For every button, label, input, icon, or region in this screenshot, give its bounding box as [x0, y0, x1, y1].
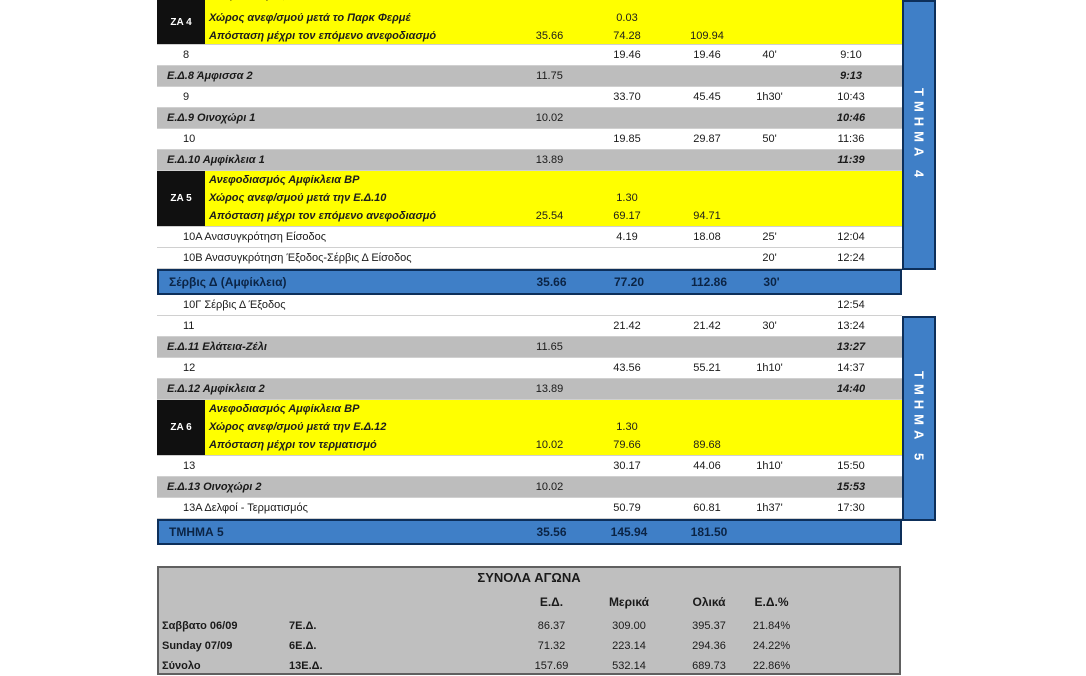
stage-label: Ε.Δ.8 Άμφισσα 2 [167, 70, 253, 82]
tc-total: 60.81 [693, 502, 721, 514]
section-4-band [902, 0, 936, 270]
totals-day: Σαββατο 06/09 [162, 620, 238, 632]
stage-label: Ε.Δ.13 Οινοχώρι 2 [167, 481, 262, 493]
totals-row [159, 616, 899, 636]
tc-time: 30' [762, 320, 777, 332]
stage-row [157, 150, 902, 171]
tc-label: 13 [183, 460, 196, 472]
tc-time: 50' [762, 133, 777, 145]
zone-total: 94.71 [693, 210, 721, 222]
tc-clock: 12:54 [837, 299, 865, 311]
totals-partial: 223.14 [612, 640, 646, 652]
tc-partial: 21.42 [613, 320, 641, 332]
totals-header-row [159, 592, 899, 612]
table-row [157, 87, 902, 108]
header-pct: Ε.Δ.% [754, 595, 789, 609]
totals-pct: 22.86% [752, 660, 791, 672]
tc-label: 13Α Δελφοί - Τερματισμός [183, 502, 308, 514]
zone-location: Χώρος ανεφ/σμού μετά την Ε.Δ.12 [209, 421, 387, 433]
zone-ed: 10.02 [535, 439, 564, 451]
totals-ed: 157.69 [534, 660, 569, 672]
totals-partial: 309.00 [612, 620, 646, 632]
tc-clock: 14:37 [837, 362, 865, 374]
service-ed: 35.66 [536, 275, 567, 289]
totals-total: 294.36 [692, 640, 726, 652]
table-row [157, 316, 902, 337]
totals-count: 6Ε.Δ. [289, 640, 317, 652]
zone-total: 89.68 [693, 439, 721, 451]
refuel-zone-za4 [157, 0, 902, 45]
table-row [157, 358, 902, 379]
section-5-label: ΤΜΗΜΑ 5 [911, 371, 927, 466]
zone-ed: 25.54 [535, 210, 564, 222]
section-5-band [902, 316, 936, 521]
stage-ed: 10.02 [535, 481, 564, 493]
tc-partial: 43.56 [613, 362, 641, 374]
tc-total: 29.87 [693, 133, 721, 145]
table-row [157, 129, 902, 150]
tc-label: 11 [183, 320, 195, 332]
zone-ed: 35.66 [535, 30, 564, 42]
service-row [157, 269, 902, 295]
zone-code: ZA 5 [157, 171, 205, 226]
tc-label: 10Β Ανασυγκρότηση Έξοδος-Σέρβις Δ Είσοδος [183, 252, 412, 264]
stage-clock: 13:27 [836, 341, 866, 353]
totals-day: Sunday 07/09 [162, 640, 233, 652]
zone-code: ZA 6 [157, 400, 205, 455]
stage-label: Ε.Δ.12 Αμφίκλεια 2 [167, 383, 265, 395]
zone-partial: 74.28 [613, 30, 641, 42]
totals-pct: 24.22% [752, 640, 791, 652]
stage-ed: 13.89 [535, 154, 564, 166]
zone-title: Ανεφοδιασμός Αμφίκλεια ΒΡ [209, 403, 360, 415]
table-row [157, 45, 902, 66]
table-row [157, 498, 902, 519]
tc-time: 1h30' [756, 91, 783, 103]
section-4-label: ΤΜΗΜΑ 4 [911, 87, 927, 183]
zone-location: Χώρος ανεφ/σμού μετά την Ε.Δ.10 [209, 192, 387, 204]
stage-ed: 13.89 [535, 383, 564, 395]
stage-clock: 10:46 [836, 112, 866, 124]
rally-totals-table [157, 566, 901, 675]
tc-label: 12 [183, 362, 196, 374]
header-ed: Ε.Δ. [539, 595, 564, 609]
stage-ed: 10.02 [535, 112, 564, 124]
tc-label: 10 [183, 133, 196, 145]
tc-partial: 30.17 [613, 460, 641, 472]
tc-clock: 10:43 [837, 91, 865, 103]
header-total: Ολικά [692, 595, 726, 609]
tc-total: 19.46 [693, 49, 721, 61]
stage-label: Ε.Δ.9 Οινοχώρι 1 [167, 112, 256, 124]
tc-time: 20' [762, 252, 777, 264]
totals-row [159, 636, 899, 656]
stage-clock: 11:39 [837, 154, 865, 166]
totals-partial: 532.14 [612, 660, 646, 672]
refuel-zone-za6 [157, 400, 902, 456]
tc-label: 8 [183, 49, 190, 61]
zone-location: Χώρος ανεφ/σμού μετά το Παρκ Φερμέ [209, 12, 411, 24]
tc-clock: 9:10 [840, 49, 862, 61]
service-total: 112.86 [690, 275, 728, 289]
tc-partial: 4.19 [616, 231, 638, 243]
tc-time: 25' [762, 231, 777, 243]
tc-label: 10Γ Σέρβις Δ Έξοδος [183, 299, 286, 311]
tc-total: 18.08 [693, 231, 721, 243]
service-label: Σέρβις Δ (Αμφίκλεια) [169, 275, 287, 289]
zone-partial: 1.30 [616, 421, 638, 433]
zone-partial: 69.17 [613, 210, 641, 222]
tc-label: 9 [183, 91, 190, 103]
section-total: 181.50 [690, 525, 728, 539]
tc-clock: 12:04 [837, 231, 865, 243]
table-row [157, 456, 902, 477]
tc-total: 45.45 [693, 91, 721, 103]
tc-clock: 12:24 [837, 252, 865, 264]
zone-partial: 79.66 [613, 439, 641, 451]
tc-total: 44.06 [693, 460, 721, 472]
tc-time: 40' [762, 49, 777, 61]
zone-distance: Απόσταση μέχρι τον τερματισμό [209, 439, 377, 451]
totals-title: ΣΥΝΟΛΑ ΑΓΩΝΑ [477, 570, 581, 585]
totals-count: 7Ε.Δ. [289, 620, 317, 632]
zone-code: ZA 4 [157, 0, 205, 44]
stage-row [157, 337, 902, 358]
totals-count: 13Ε.Δ. [289, 660, 323, 672]
tc-clock: 17:30 [837, 502, 865, 514]
section-partial: 145.94 [610, 525, 648, 539]
tc-total: 55.21 [693, 362, 721, 374]
stage-ed: 11.65 [536, 341, 563, 353]
totals-day: Σύνολο [162, 660, 201, 672]
tc-partial: 19.46 [613, 49, 641, 61]
stage-label: Ε.Δ.11 Ελάτεια-Ζέλι [167, 341, 267, 353]
header-partial: Μερικά [608, 595, 650, 609]
table-row [157, 248, 902, 269]
stage-row [157, 108, 902, 129]
stage-row [157, 66, 902, 87]
zone-total: 109.94 [690, 30, 724, 42]
section-ed: 35.56 [536, 525, 567, 539]
tc-time: 1h10' [756, 362, 783, 374]
zone-partial: 0.03 [616, 12, 638, 24]
section-label: ΤΜΗΜΑ 5 [169, 525, 224, 539]
tc-clock: 13:24 [837, 320, 865, 332]
stage-ed: 11.75 [536, 70, 563, 82]
zone-partial: 1.30 [616, 192, 638, 204]
tc-clock: 11:36 [837, 133, 865, 145]
tc-partial: 50.79 [613, 502, 641, 514]
totals-ed: 71.32 [537, 640, 566, 652]
totals-ed: 86.37 [537, 620, 566, 632]
tc-partial: 19.85 [613, 133, 641, 145]
itinerary-table [157, 0, 902, 545]
stage-label: Ε.Δ.10 Αμφίκλεια 1 [167, 154, 265, 166]
tc-time: 1h37' [756, 502, 783, 514]
stage-clock: 9:13 [839, 70, 863, 82]
tc-label: 10Α Ανασυγκρότηση Είσοδος [183, 231, 327, 243]
refuel-zone-za5 [157, 171, 902, 227]
service-time: 30' [763, 275, 780, 289]
stage-clock: 14:40 [836, 383, 866, 395]
zone-distance: Απόσταση μέχρι τον επόμενο ανεφοδιασμό [209, 30, 437, 42]
service-partial: 77.20 [613, 275, 645, 289]
stage-row [157, 379, 902, 400]
totals-row [159, 656, 899, 676]
zone-title: Ανεφοδιασμός Αμφίκλεια ΒΡ [209, 174, 360, 186]
tc-time: 1h10' [756, 460, 783, 472]
tc-partial: 33.70 [613, 91, 641, 103]
table-row [157, 227, 902, 248]
tc-clock: 15:50 [837, 460, 865, 472]
totals-total: 395.37 [692, 620, 726, 632]
stage-clock: 15:53 [836, 481, 866, 493]
stage-row [157, 477, 902, 498]
zone-distance: Απόσταση μέχρι τον επόμενο ανεφοδιασμό [209, 210, 437, 222]
totals-total: 689.73 [692, 660, 726, 672]
table-row [157, 295, 902, 316]
section-summary-row [157, 519, 902, 545]
totals-pct: 21.84% [752, 620, 791, 632]
tc-total: 21.42 [693, 320, 721, 332]
